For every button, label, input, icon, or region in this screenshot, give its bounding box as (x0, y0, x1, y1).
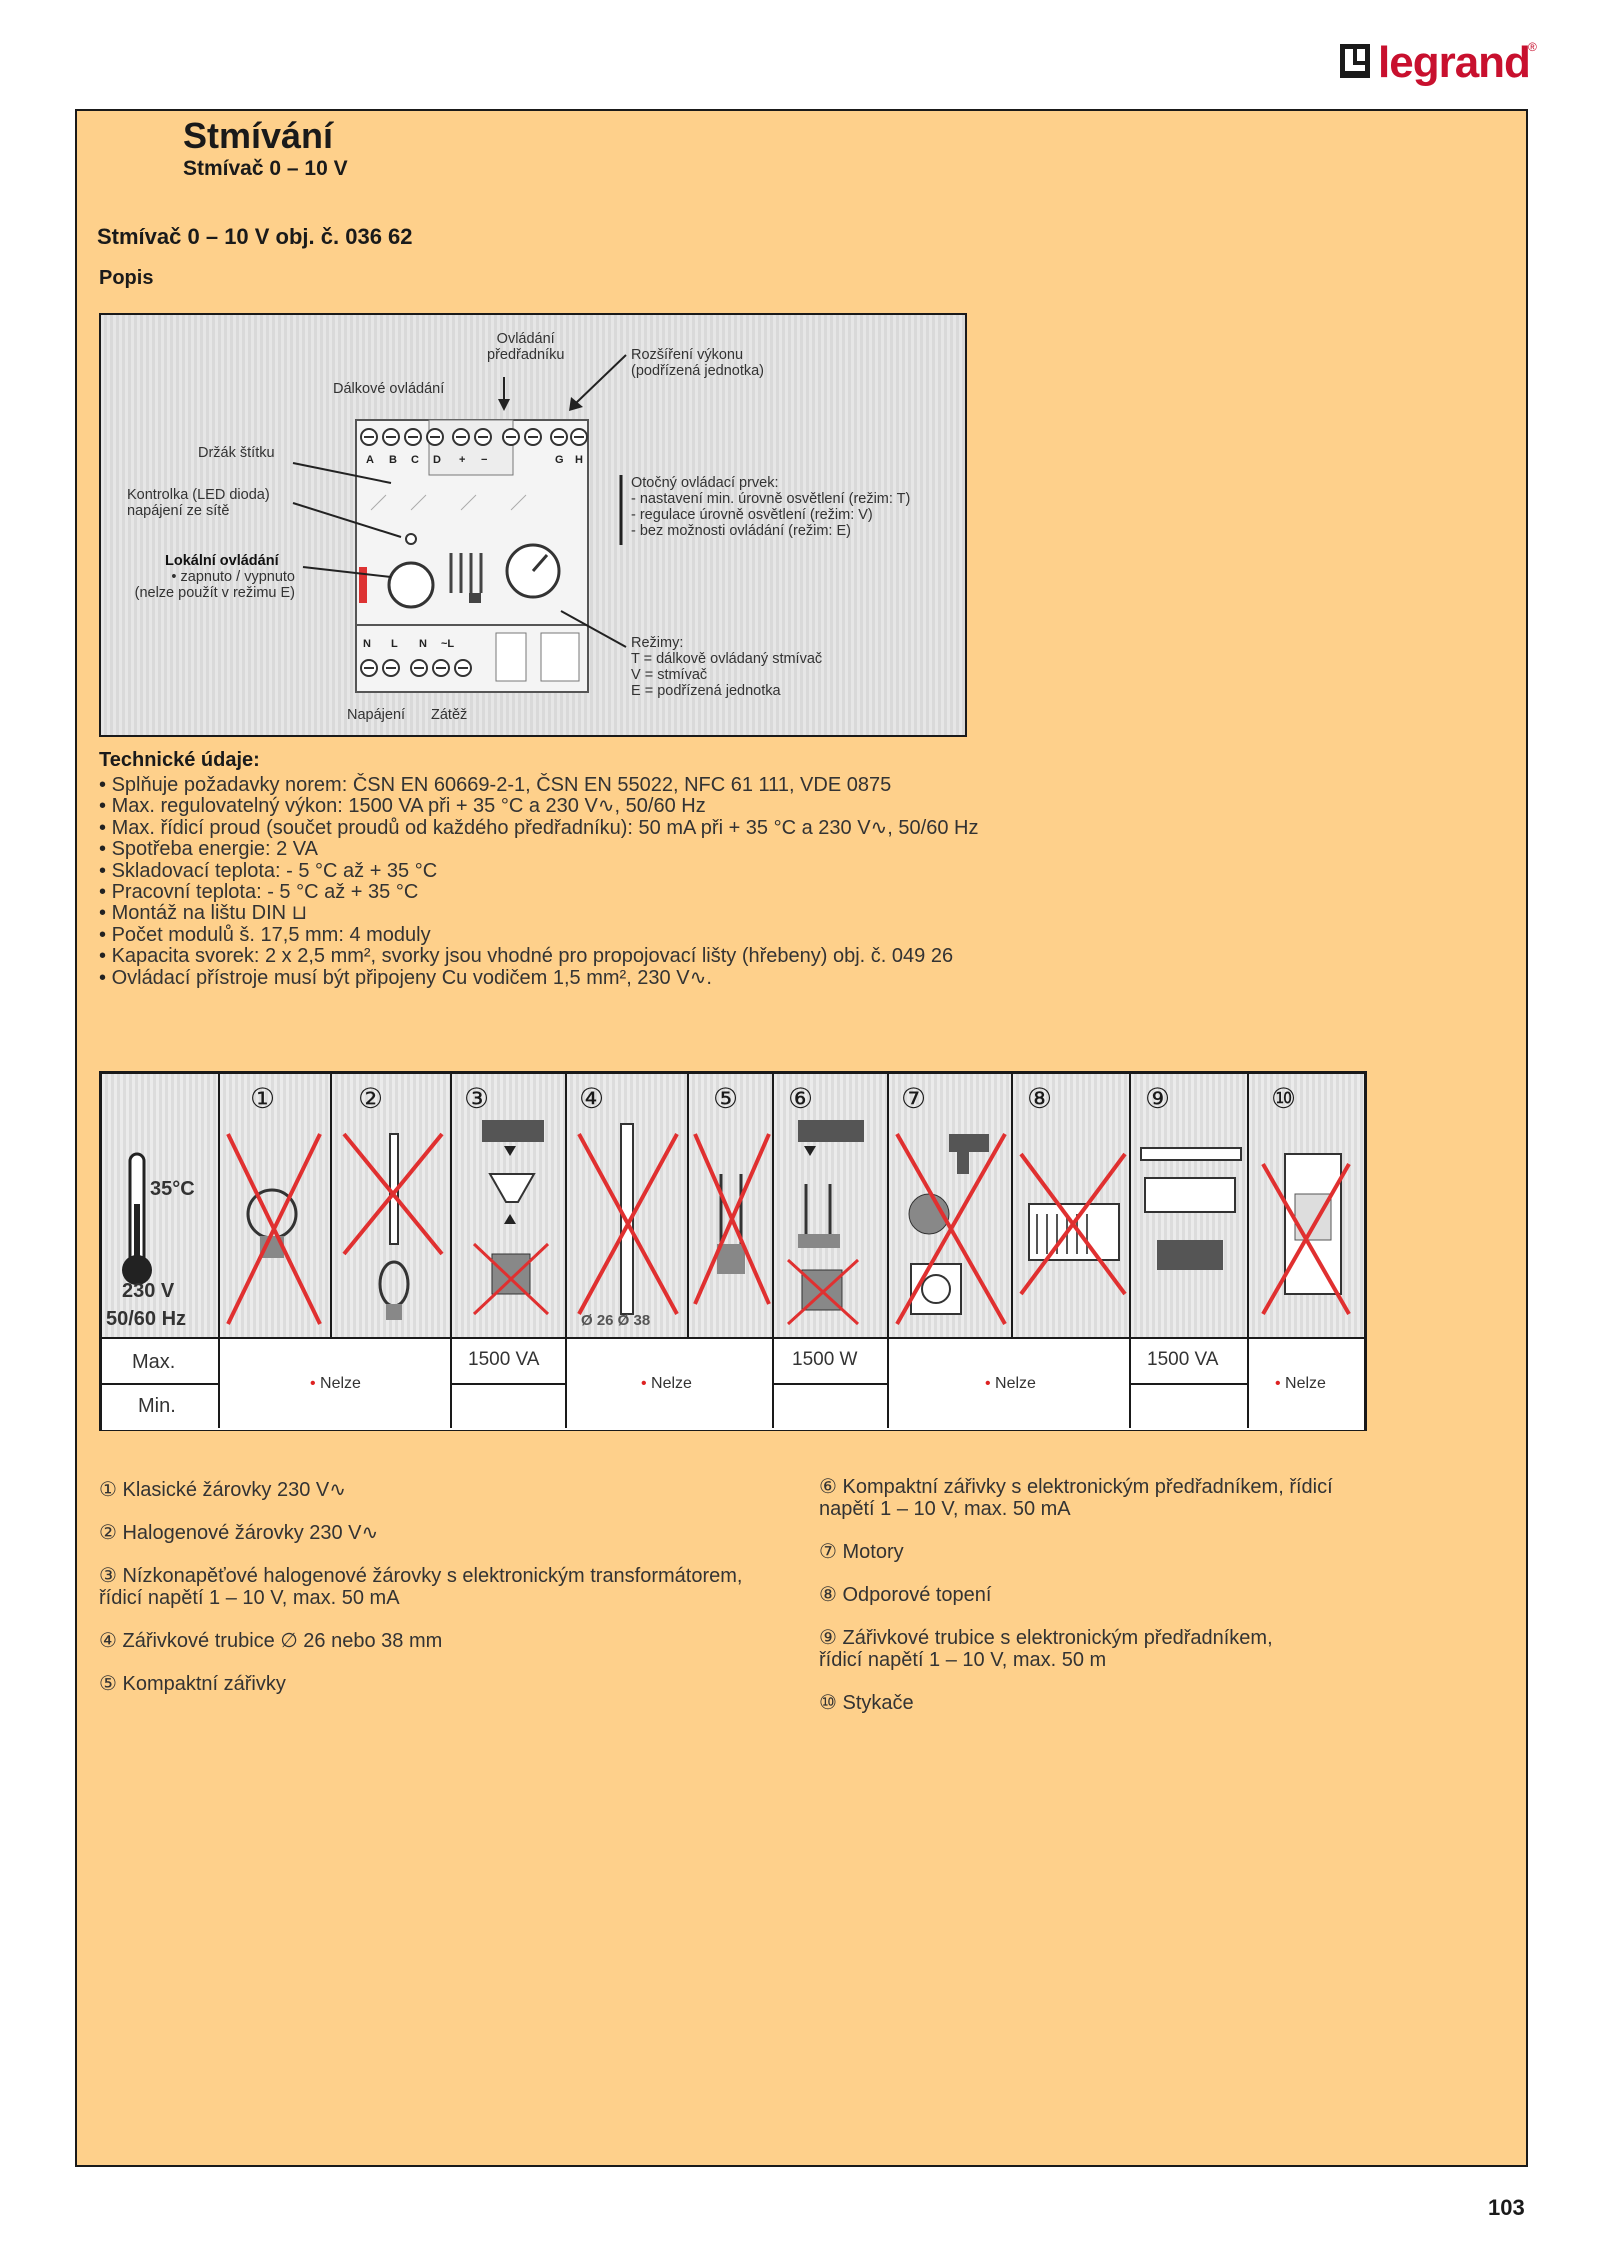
nelze-4-5: • Nelze (641, 1375, 692, 1393)
product-title: Stmívač 0 – 10 V obj. č. 036 62 (97, 224, 413, 249)
cell-min-label (102, 1385, 220, 1428)
cell-3-min (452, 1385, 567, 1428)
terminal-plus: + (459, 454, 466, 466)
cell-10-nelze (1249, 1339, 1364, 1428)
legend-8: ⑧ Odporové topení (819, 1584, 992, 1606)
label-rozsireni-vykonu: Rozšíření výkonu (podřízená jednotka) (631, 347, 764, 379)
cell-max-label (102, 1339, 220, 1385)
cell-9-min (1131, 1385, 1249, 1428)
legend-5: ⑤ Kompaktní zářivky (99, 1673, 286, 1695)
label-drzak-stitku: Držák štítku (198, 445, 275, 461)
tech-item: • Skladovací teplota: - 5 °C až + 35 °C (99, 861, 978, 882)
terminal-h: H (575, 454, 583, 466)
tech-item: • Ovládací přístroje musí být připojeny Cu vodičem 1,5 mm², 230 V∿. (99, 968, 978, 989)
col-2-halogen (332, 1074, 452, 1337)
num-9: ⑨ (1145, 1083, 1171, 1114)
tech-item: • Spotřeba energie: 2 VA (99, 839, 978, 860)
col-8-heating (1013, 1074, 1131, 1337)
page-number: 103 (1488, 2195, 1525, 2220)
col-3-lv-halogen (452, 1074, 567, 1337)
cell-6-min (774, 1385, 889, 1428)
col-1-incandescent (220, 1074, 332, 1337)
col-5-compact (689, 1074, 774, 1337)
col-6-compact-ballast (774, 1074, 889, 1337)
num-7: ⑦ (901, 1083, 927, 1114)
row-min-label: Min. (138, 1395, 176, 1417)
terminal-a: A (366, 454, 374, 466)
page-title: Stmívání (183, 115, 334, 156)
legend-4: ④ Zářivkové trubice ∅ 26 nebo 38 mm (99, 1630, 443, 1652)
tech-item: • Splňuje požadavky norem: ČSN EN 60669-2-1, ČSN EN 55022, NFC 61 111, VDE 0875 (99, 775, 978, 796)
num-1: ① (250, 1083, 276, 1114)
num-8: ⑧ (1027, 1083, 1053, 1114)
label-kontrolka: Kontrolka (LED dioda) napájení ze sítě (127, 487, 270, 519)
brand-reg: ® (1528, 40, 1537, 54)
col-conditions (102, 1074, 220, 1337)
temp-label: 35°C (150, 1178, 195, 1200)
label-zatez: Zátěž (431, 707, 468, 723)
legrand-mark-icon (1340, 44, 1370, 78)
freq-label: 50/60 Hz (106, 1308, 187, 1330)
col-10-contactors (1249, 1074, 1364, 1337)
num-3: ③ (464, 1083, 490, 1114)
terminal-minus: − (481, 454, 488, 466)
col-4-fluorescent (567, 1074, 689, 1337)
label-rezimy: Režimy: T = dálkově ovládaný stmívač V = stmívač E = podřízená jednotka (631, 635, 823, 699)
page-subtitle: Stmívač 0 – 10 V (183, 157, 348, 180)
section-description: Popis (99, 267, 154, 289)
col-9-tubes-ballast (1131, 1074, 1249, 1337)
legend-3: ③ Nízkonapěťové halogenové žárovky s elektronickým transformátorem, řídicí napětí 1 – 10 V, max. 50 mA (99, 1565, 743, 1609)
legend-9: ⑨ Zářivkové trubice s elektronickým předřadníkem, řídicí napětí 1 – 10 V, max. 50 m (819, 1627, 1273, 1671)
load-table (99, 1071, 1367, 1431)
label-otocny-prvek: Otočný ovládací prvek: - nastavení min. úrovně osvětlení (režim: T) - regulace úrovně osvětlení (režim: V) - bez možnosti ovládání (režim: E) (631, 475, 911, 539)
label-lokalni-ovladani-detail: • zapnuto / vypnuto (nelze použít v režimu E) (134, 569, 295, 601)
legend-10: ⑩ Stykače (819, 1692, 914, 1714)
terminal-n2: N (419, 638, 427, 650)
tech-item: • Kapacita svorek: 2 x 2,5 mm², svorky jsou vhodné pro propojovací lišty (hřebeny) obj. č. 049 26 (99, 946, 978, 967)
technical-title: Technické údaje: (99, 749, 260, 771)
label-lokalni-ovladani: Lokální ovládání (165, 553, 279, 569)
label-ovladani-predradniku: Ovládání předřadníku (487, 331, 565, 363)
value-6-max: 1500 W (792, 1349, 858, 1370)
contactor-icon (1249, 1074, 1364, 1337)
value-3-max: 1500 VA (468, 1349, 540, 1370)
voltage-label: 230 V (122, 1280, 175, 1302)
num-4: ④ (579, 1083, 605, 1114)
brand-name: legrand (1378, 38, 1530, 87)
value-9-max: 1500 VA (1147, 1349, 1219, 1370)
bulb-icon (220, 1074, 332, 1337)
terminal-n1: N (363, 638, 371, 650)
cell-4-5-nelze (567, 1339, 774, 1428)
label-dalkove-ovladani: Dálkové ovládání (333, 381, 445, 397)
terminal-g: G (555, 454, 564, 466)
nelze-1-2: • Nelze (310, 1375, 361, 1393)
tech-item: • Montáž na lištu DIN ⊔ (99, 903, 978, 924)
legrand-logo (1340, 38, 1540, 90)
num-10: ⑩ (1271, 1083, 1297, 1114)
nelze-7-8: • Nelze (985, 1375, 1036, 1393)
col-7-motors (889, 1074, 1013, 1337)
terminal-b: B (389, 454, 397, 466)
terminal-d: D (433, 454, 441, 466)
cell-6-max (774, 1339, 889, 1385)
label-napajeni: Napájení (347, 707, 406, 723)
num-6: ⑥ (788, 1083, 814, 1114)
nelze-10: • Nelze (1275, 1375, 1326, 1393)
legend-1: ① Klasické žárovky 230 V∿ (99, 1479, 347, 1501)
legend-2: ② Halogenové žárovky 230 V∿ (99, 1522, 379, 1544)
cell-7-8-nelze (889, 1339, 1131, 1428)
tech-item: • Pracovní teplota: - 5 °C až + 35 °C (99, 882, 978, 903)
content-frame (75, 109, 1528, 2167)
terminal-load-l: ~L (441, 638, 455, 650)
terminal-l: L (391, 638, 398, 650)
cell-1-2-nelze (220, 1339, 452, 1428)
technical-list (99, 775, 978, 989)
tube-diameter-label: Ø 26 Ø 38 (581, 1312, 651, 1329)
legend-6: ⑥ Kompaktní zářivky s elektronickým předřadníkem, řídicí napětí 1 – 10 V, max. 50 mA (819, 1476, 1333, 1520)
cell-9-max (1131, 1339, 1249, 1385)
terminal-c: C (411, 454, 419, 466)
cell-3-max (452, 1339, 567, 1385)
num-2: ② (358, 1083, 384, 1114)
row-max-label: Max. (132, 1351, 176, 1373)
tech-item: • Max. řídicí proud (součet proudů od každého předřadníku): 50 mA při + 35 °C a 230 V∿, 50/60 Hz (99, 818, 978, 839)
legend-7: ⑦ Motory (819, 1541, 904, 1563)
device-diagram (99, 313, 967, 737)
halogen-icon (332, 1074, 452, 1337)
num-5: ⑤ (713, 1083, 739, 1114)
tech-item: • Počet modulů š. 17,5 mm: 4 moduly (99, 925, 978, 946)
tech-item: • Max. regulovatelný výkon: 1500 VA při + 35 °C a 230 V∿, 50/60 Hz (99, 796, 978, 817)
